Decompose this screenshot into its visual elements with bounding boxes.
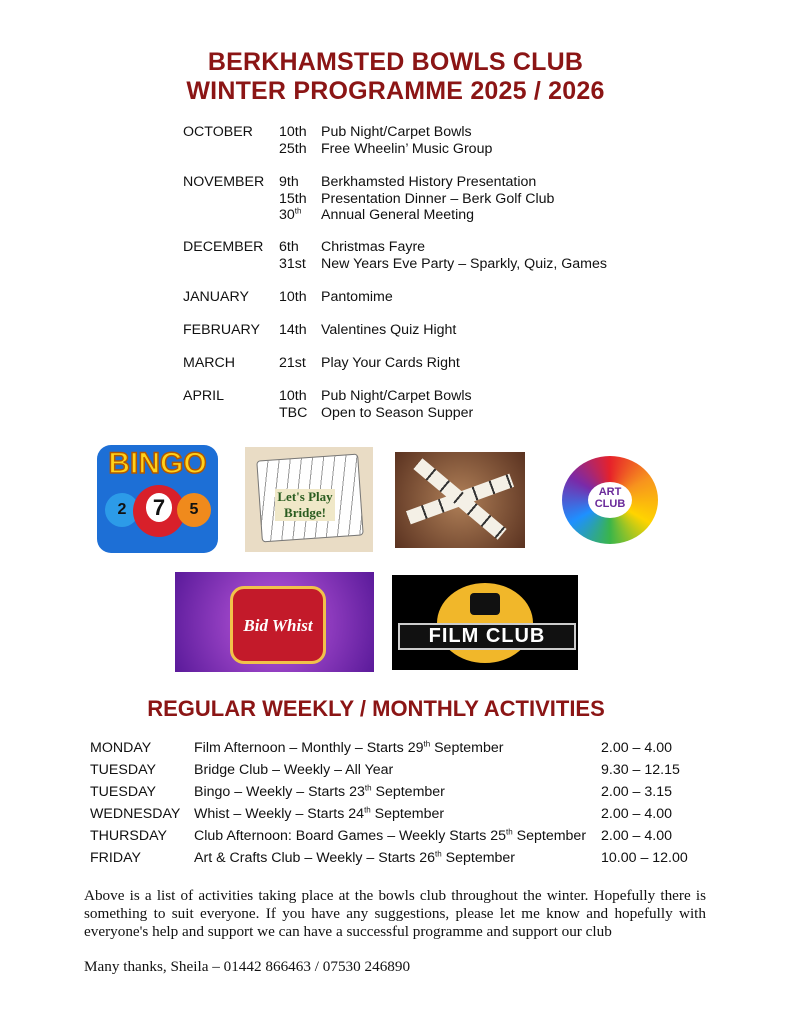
activity-description [194,850,515,866]
event-day [279,256,306,273]
activity-time: 10.00 – 12.00 [601,850,688,866]
activity-time: 2.00 – 3.15 [601,784,672,800]
event-name: Berkhamsted History Presentation [321,174,537,190]
contact-thanks: Many thanks, Sheila – 01442 866463 / 07530 246890 [84,958,411,975]
event-day-text: TBC [279,404,308,421]
event-name: Presentation Dinner – Berk Golf Club [321,190,555,207]
month-label: OCTOBER [183,124,253,140]
ordinal-suffix: th [423,739,431,749]
event-name: Play Your Cards Right [321,355,460,371]
event-day-text: 31st [279,255,306,272]
event-day [279,141,307,158]
event-day [279,207,301,224]
event-day [279,388,307,405]
event-day [279,191,307,208]
month-label: DECEMBER [183,239,264,255]
activity-month: September [430,740,504,756]
activity-day: TUESDAY [90,784,156,800]
activity-month: September [371,784,445,800]
closing-paragraph: Above is a list of activities taking place at the bowls club throughout the winter. Hopefully there is something to suit everyone. If you have any suggestions, please let me know and hopefully with everyone's help and support we can have a successful programme and support our club [84,887,706,940]
activity-day: MONDAY [90,740,152,756]
activity-day: TUESDAY [90,762,156,778]
activity-text: Club Afternoon: Board Games – Weekly Starts 25 [194,828,507,844]
event-day-text: 6th [279,239,299,255]
event-day-text: 21st [279,355,306,371]
event-name: Pub Night/Carpet Bowls [321,388,472,404]
ball-number: 7 [146,493,172,522]
whist-logo-text: Bid Whist [243,616,313,635]
bridge-image [245,447,373,552]
event-day-text: 25th [279,140,307,157]
event-name: Annual General Meeting [321,207,475,224]
month-label: MARCH [183,355,236,371]
event-day-text: 9th [279,174,299,190]
ball-number: 2 [117,501,127,518]
month-label: FEBRUARY [183,322,260,338]
activity-text: Bridge Club – Weekly – All Year [194,762,394,778]
activity-time: 2.00 – 4.00 [601,740,672,756]
activity-time: 2.00 – 4.00 [601,828,672,844]
event-name: Pantomime [321,289,393,305]
bridge-logo-text: Let's Play Bridge! [275,489,335,521]
month-label: NOVEMBER [183,174,265,190]
title-line-1: BERKHAMSTED BOWLS CLUB [207,48,584,76]
event-name: Valentines Quiz Hight [321,322,457,338]
event-day-text: 30 [279,207,295,224]
activity-description [194,784,445,800]
activity-day: THURSDAY [90,828,167,844]
camera-icon [470,593,500,615]
ordinal-suffix: th [506,827,513,837]
activity-day: FRIDAY [90,850,141,866]
event-name: Free Wheelin’ Music Group [321,140,493,157]
activity-day: WEDNESDAY [90,806,181,822]
event-day [279,289,307,306]
activity-text: Film Afternoon – Monthly – Starts 29 [194,740,424,756]
dominoes-image [395,452,525,548]
activity-text: Art & Crafts Club – Weekly – Starts 26 [194,850,436,866]
event-day [279,124,307,141]
event-day [279,355,306,372]
ordinal-suffix: th [364,783,372,793]
month-label: APRIL [183,388,225,404]
activity-text: Bingo – Weekly – Starts 23 [194,784,365,800]
art-logo-text: ART CLUB [588,482,632,518]
ordinal-suffix: th [294,206,302,216]
event-name: Open to Season Supper [321,404,474,421]
ordinal-suffix: th [364,805,371,815]
event-day-text: 10th [279,289,307,305]
ordinal-suffix: th [435,849,442,859]
activity-time: 2.00 – 4.00 [601,806,672,822]
event-name: New Years Eve Party – Sparkly, Quiz, Games [321,255,607,272]
bingo-image [97,445,218,553]
event-day-text: 15th [279,190,307,207]
activity-time: 9.30 – 12.15 [601,762,680,778]
bingo-logo-text: BINGO [108,447,207,480]
bingo-ball [177,493,211,527]
event-name: Christmas Fayre [321,239,426,255]
art-club-image [550,448,672,552]
event-day-text: 10th [279,124,307,140]
event-name: Pub Night/Carpet Bowls [321,124,472,140]
bid-whist-image [175,572,374,672]
film-club-image [392,575,578,670]
weekly-heading: REGULAR WEEKLY / MONTHLY ACTIVITIES [147,696,605,721]
activity-description [194,762,393,778]
film-logo-text: FILM CLUB [398,623,576,650]
month-label: JANUARY [183,289,249,305]
event-day [279,174,299,191]
activity-description [194,740,504,756]
activity-month: September [512,828,587,844]
activity-month: September [370,806,445,822]
ball-number: 5 [189,501,199,518]
event-day-text: 14th [279,322,307,338]
activity-description [194,828,586,844]
activity-text: Whist – Weekly – Starts 24 [194,806,365,822]
event-day [279,322,307,339]
domino-pieces [413,458,506,539]
activity-description [194,806,444,822]
event-day-text: 10th [279,388,307,404]
event-day [279,405,307,422]
activity-month: September [441,850,516,866]
title-line-2: WINTER PROGRAMME 2025 / 2026 [186,77,605,105]
event-day [279,239,299,256]
